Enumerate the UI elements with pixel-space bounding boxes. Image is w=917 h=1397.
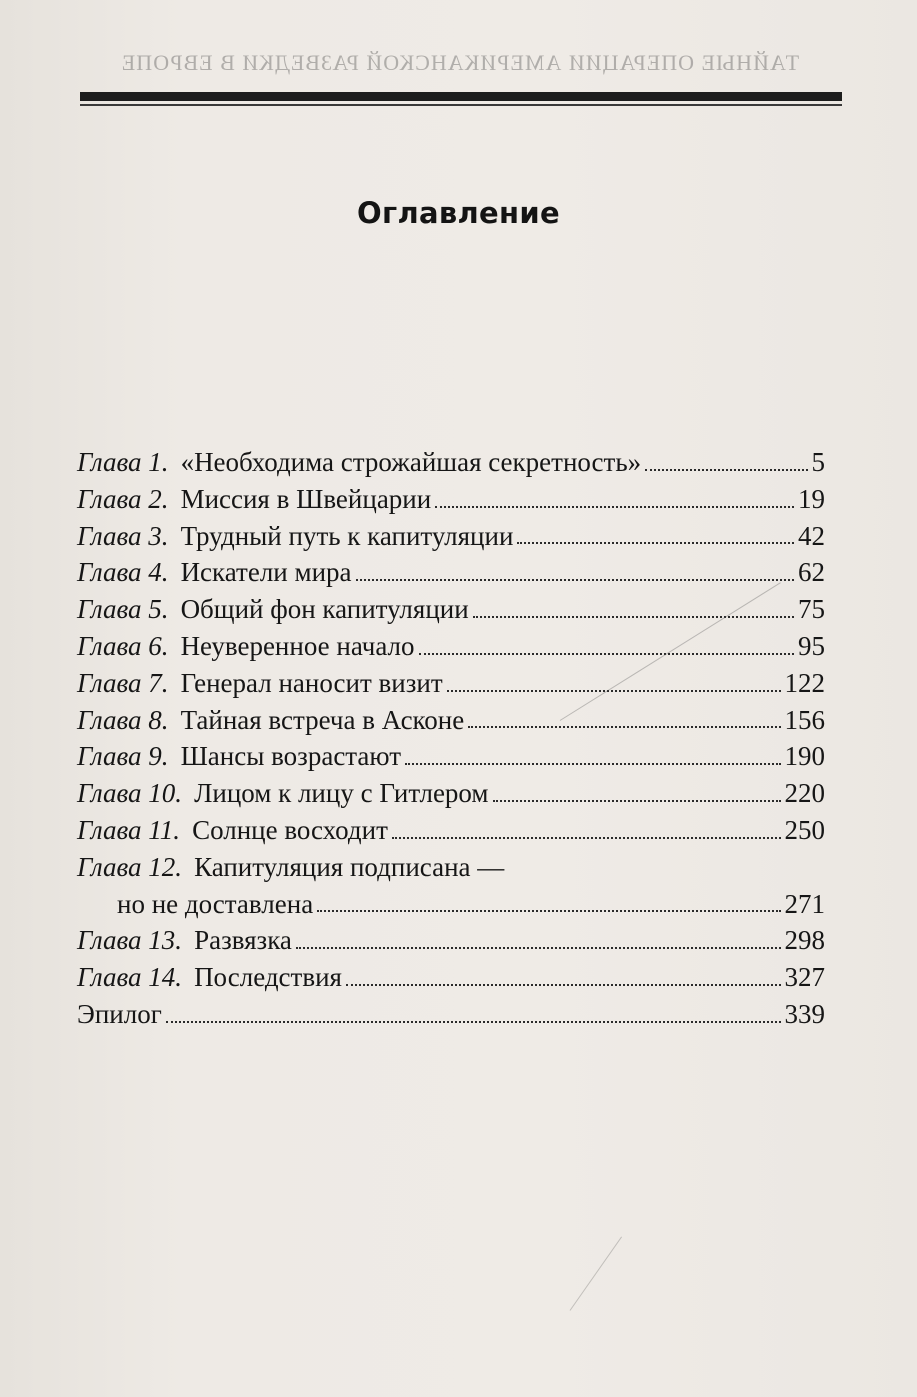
toc-chapter-title: Генерал наносит визит <box>180 667 443 698</box>
toc-chapter-label: Глава 6. <box>77 630 169 661</box>
toc-entry <box>77 812 825 849</box>
toc-chapter-title: Общий фон капитуляции <box>180 594 469 625</box>
toc-page-number: 298 <box>784 925 825 956</box>
toc-leader-dots <box>447 690 781 692</box>
toc-leader-dots <box>473 616 794 618</box>
toc-page-number: 5 <box>811 447 825 477</box>
toc-chapter-title: Шансы возрастают <box>180 741 402 772</box>
toc-entry <box>77 591 825 628</box>
toc-page-number: 75 <box>798 594 825 625</box>
toc-entry <box>77 518 825 555</box>
toc-entry <box>77 481 825 518</box>
table-of-contents <box>77 444 825 1033</box>
toc-page-number: 271 <box>784 888 825 919</box>
toc-leader-dots <box>346 984 781 986</box>
toc-chapter-label: Глава 1. <box>77 447 169 477</box>
toc-leader-dots <box>296 947 781 949</box>
toc-page-number: 122 <box>784 667 825 698</box>
toc-chapter-title: Тайная встреча в Асконе <box>180 704 465 735</box>
toc-leader-dots <box>405 763 780 765</box>
toc-leader-dots <box>645 469 807 471</box>
toc-chapter-label: Глава 13. <box>77 925 183 956</box>
toc-page-number: 339 <box>784 998 825 1029</box>
toc-chapter-title: Эпилог <box>77 998 162 1029</box>
toc-chapter-title: Искатели мира <box>180 557 352 588</box>
toc-leader-dots <box>419 653 794 655</box>
toc-leader-dots <box>435 506 794 508</box>
toc-chapter-label: Глава 5. <box>77 594 169 625</box>
toc-entry <box>77 628 825 665</box>
show-through-running-head: ТАЙНЫЕ ОПЕРАЦИИ АМЕРИКАНСКОЙ РАЗВЕДКИ В ЕВРОПЕ <box>120 50 800 75</box>
toc-chapter-title: Капитуляция подписана — <box>194 851 505 882</box>
show-through-text <box>80 140 822 177</box>
toc-entry <box>77 738 825 775</box>
toc-leader-dots <box>392 837 781 839</box>
toc-chapter-label: Глава 7. <box>77 667 169 698</box>
toc-leader-dots <box>356 579 794 581</box>
toc-leader-dots <box>166 1021 781 1023</box>
toc-page-number: 62 <box>798 557 825 588</box>
toc-chapter-label: Глава 14. <box>77 962 183 993</box>
toc-chapter-title: но не доставлена <box>117 888 314 919</box>
toc-chapter-title: Развязка <box>194 925 292 956</box>
toc-page-number: 250 <box>784 814 825 845</box>
toc-entry <box>77 959 825 996</box>
toc-entry-continuation <box>77 886 825 923</box>
toc-entry-epilogue <box>77 996 825 1033</box>
toc-chapter-label: Глава 8. <box>77 704 169 735</box>
header-rule-thin <box>80 104 842 106</box>
toc-leader-dots <box>517 542 794 544</box>
toc-chapter-label: Глава 9. <box>77 741 169 772</box>
header-rule-thick <box>80 92 842 101</box>
toc-chapter-title: Трудный путь к капитуляции <box>180 520 514 551</box>
toc-chapter-label: Глава 2. <box>77 483 169 514</box>
toc-chapter-title: Солнце восходит <box>192 814 388 845</box>
toc-chapter-label: Глава 10. <box>77 778 183 809</box>
toc-entry <box>77 849 825 886</box>
toc-page-number: 190 <box>784 741 825 772</box>
toc-chapter-label: Глава 11. <box>77 814 181 845</box>
toc-leader-dots <box>493 800 781 802</box>
toc-page-number: 42 <box>798 520 825 551</box>
toc-entry <box>77 702 825 739</box>
toc-chapter-label: Глава 12. <box>77 851 183 882</box>
page-title: Оглавление <box>357 196 560 230</box>
toc-chapter-title: Миссия в Швейцарии <box>180 483 432 514</box>
toc-chapter-title: Последствия <box>194 962 342 993</box>
paper-scratch-mark <box>570 1236 622 1310</box>
toc-chapter-label: Глава 4. <box>77 557 169 588</box>
toc-entry <box>77 665 825 702</box>
toc-entry <box>77 775 825 812</box>
toc-leader-dots <box>468 726 780 728</box>
toc-chapter-label: Глава 3. <box>77 520 169 551</box>
toc-page-number: 19 <box>798 483 825 514</box>
toc-chapter-title: Лицом к лицу с Гитлером <box>194 778 489 809</box>
toc-entry <box>77 922 825 959</box>
toc-page-number: 220 <box>784 778 825 809</box>
toc-chapter-title: «Необходима строжайшая секретность» <box>180 447 642 477</box>
toc-entry <box>77 554 825 591</box>
toc-page-number: 95 <box>798 630 825 661</box>
toc-leader-dots <box>317 910 780 912</box>
toc-page-number: 156 <box>784 704 825 735</box>
toc-entry <box>77 444 825 481</box>
toc-chapter-title: Неуверенное начало <box>180 630 415 661</box>
toc-page-number: 327 <box>784 962 825 993</box>
